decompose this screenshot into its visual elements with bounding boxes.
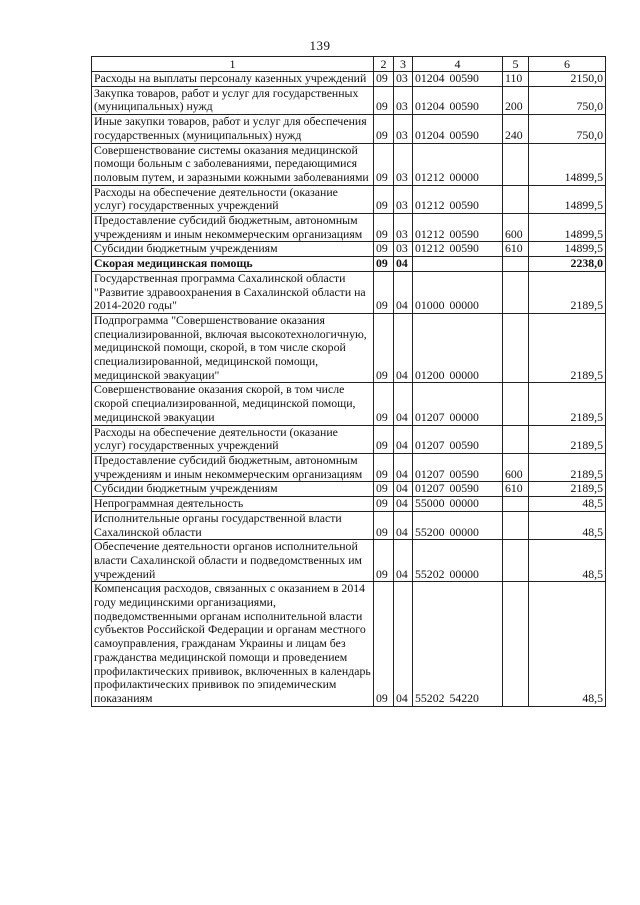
row-section: 09	[374, 86, 394, 114]
table-row	[92, 143, 606, 185]
row-amount: 48,5	[529, 497, 606, 512]
row-section: 09	[374, 185, 394, 213]
row-expense-type: 610	[503, 482, 529, 497]
row-section: 09	[374, 453, 394, 481]
row-expense-type	[503, 497, 529, 512]
row-subsection: 04	[394, 257, 413, 272]
header-cell: 5	[503, 57, 529, 72]
row-name: Компенсация расходов, связанных с оказанием в 2014 году медицинскими организациями, подведомственными органам исполнительной власти субъектов Российской Федерации и органам местного самоуправления, гражданам Украины и лицам без гражданства медицинской помощи и проведением профилактических прививок, включенных в календарь профилактических прививок по эпидемическим показаниям	[92, 582, 374, 706]
row-name: Подпрограмма "Совершенствование оказания специализированной, включая высокотехнологичную, медицинской помощи, скорой, в том числе скорой специализированной, медицинской помощи, медицинской эвакуации"	[92, 313, 374, 383]
row-target-code: 01200 00000	[413, 313, 503, 383]
row-section: 09	[374, 143, 394, 185]
table-row	[92, 497, 606, 512]
row-expense-type	[503, 143, 529, 185]
table-row	[92, 185, 606, 213]
row-target-code: 01207 00590	[413, 453, 503, 481]
row-amount: 750,0	[529, 86, 606, 114]
row-name: Иные закупки товаров, работ и услуг для обеспечения государственных (муниципальных) нужд	[92, 115, 374, 143]
row-subsection: 04	[394, 582, 413, 706]
row-section: 09	[374, 242, 394, 257]
row-expense-type	[503, 425, 529, 453]
row-expense-type: 200	[503, 86, 529, 114]
table-row	[92, 271, 606, 313]
row-amount: 2189,5	[529, 313, 606, 383]
table-row	[92, 540, 606, 582]
row-name: Предоставление субсидий бюджетным, автономным учреждениям и иным некоммерческим организациям	[92, 453, 374, 481]
row-target-code: 55202 54220	[413, 582, 503, 706]
row-name: Субсидии бюджетным учреждениям	[92, 482, 374, 497]
row-name: Субсидии бюджетным учреждениям	[92, 242, 374, 257]
row-section: 09	[374, 115, 394, 143]
row-target-code: 55000 00000	[413, 497, 503, 512]
row-target-code: 55202 00000	[413, 540, 503, 582]
header-cell: 6	[529, 57, 606, 72]
row-amount: 48,5	[529, 582, 606, 706]
row-subsection: 03	[394, 214, 413, 242]
row-name: Расходы на обеспечение деятельности (оказание услуг) государственных учреждений	[92, 185, 374, 213]
row-section: 09	[374, 72, 394, 87]
row-target-code: 01212 00590	[413, 214, 503, 242]
row-name: Расходы на выплаты персоналу казенных учреждений	[92, 72, 374, 87]
row-subsection: 04	[394, 511, 413, 539]
row-name: Закупка товаров, работ и услуг для государственных (муниципальных) нужд	[92, 86, 374, 114]
row-subsection: 03	[394, 185, 413, 213]
row-name: Расходы на обеспечение деятельности (оказание услуг) государственных учреждений	[92, 425, 374, 453]
table-row	[92, 72, 606, 87]
budget-table	[91, 56, 606, 707]
row-section: 09	[374, 271, 394, 313]
row-subsection: 03	[394, 72, 413, 87]
row-name: Совершенствование оказания скорой, в том числе скорой специализированной, медицинской помощи, медицинской эвакуации	[92, 383, 374, 425]
row-subsection: 03	[394, 115, 413, 143]
row-name: Непрограммная деятельность	[92, 497, 374, 512]
row-target-code: 01212 00000	[413, 143, 503, 185]
row-target-code	[413, 257, 503, 272]
row-amount: 14899,5	[529, 214, 606, 242]
table-row	[92, 383, 606, 425]
page-number: 139	[309, 38, 331, 53]
row-subsection: 03	[394, 242, 413, 257]
table-row	[92, 214, 606, 242]
row-subsection: 04	[394, 497, 413, 512]
row-expense-type: 110	[503, 72, 529, 87]
row-subsection: 04	[394, 453, 413, 481]
row-target-code: 01207 00000	[413, 383, 503, 425]
table-row	[92, 115, 606, 143]
row-section: 09	[374, 383, 394, 425]
row-expense-type	[503, 582, 529, 706]
row-amount: 2189,5	[529, 482, 606, 497]
row-subsection: 04	[394, 271, 413, 313]
row-name: Исполнительные органы государственной власти Сахалинской области	[92, 511, 374, 539]
row-amount: 2150,0	[529, 72, 606, 87]
row-amount: 14899,5	[529, 242, 606, 257]
row-expense-type	[503, 257, 529, 272]
table-row	[92, 313, 606, 383]
row-expense-type	[503, 383, 529, 425]
table-row	[92, 242, 606, 257]
row-subsection: 04	[394, 383, 413, 425]
row-amount: 2238,0	[529, 257, 606, 272]
row-subsection: 04	[394, 482, 413, 497]
row-expense-type	[503, 185, 529, 213]
header-cell: 2	[374, 57, 394, 72]
row-amount: 14899,5	[529, 143, 606, 185]
row-expense-type: 610	[503, 242, 529, 257]
row-name: Государственная программа Сахалинской области "Развитие здравоохранения в Сахалинской области на 2014-2020 годы"	[92, 271, 374, 313]
row-expense-type	[503, 511, 529, 539]
row-name: Обеспечение деятельности органов исполнительной власти Сахалинской области и подведомственных им учреждений	[92, 540, 374, 582]
row-name: Скорая медицинская помощь	[92, 257, 374, 272]
row-subsection: 04	[394, 313, 413, 383]
table-row-section-heading	[92, 257, 606, 272]
row-amount: 2189,5	[529, 271, 606, 313]
header-row	[92, 57, 606, 72]
row-section: 09	[374, 540, 394, 582]
row-section: 09	[374, 497, 394, 512]
header-cell: 3	[394, 57, 413, 72]
header-cell: 4	[413, 57, 503, 72]
row-section: 09	[374, 482, 394, 497]
row-expense-type: 600	[503, 214, 529, 242]
row-section: 09	[374, 313, 394, 383]
row-target-code: 01000 00000	[413, 271, 503, 313]
row-name: Предоставление субсидий бюджетным, автономным учреждениям и иным некоммерческим организациям	[92, 214, 374, 242]
table-row	[92, 511, 606, 539]
row-section: 09	[374, 214, 394, 242]
row-amount: 2189,5	[529, 453, 606, 481]
header-cell: 1	[92, 57, 374, 72]
row-amount: 48,5	[529, 511, 606, 539]
row-expense-type	[503, 271, 529, 313]
row-subsection: 04	[394, 425, 413, 453]
row-amount: 2189,5	[529, 425, 606, 453]
row-target-code: 55200 00000	[413, 511, 503, 539]
row-section: 09	[374, 582, 394, 706]
row-expense-type	[503, 540, 529, 582]
row-name: Совершенствование системы оказания медицинской помощи больным с заболеваниями, передающимися половым путем, и заразными кожными заболеваниями	[92, 143, 374, 185]
row-expense-type	[503, 313, 529, 383]
row-subsection: 03	[394, 143, 413, 185]
row-amount: 2189,5	[529, 383, 606, 425]
table-row	[92, 582, 606, 706]
row-target-code: 01212 00590	[413, 242, 503, 257]
row-amount: 48,5	[529, 540, 606, 582]
row-expense-type: 600	[503, 453, 529, 481]
row-subsection: 04	[394, 540, 413, 582]
table-row	[92, 86, 606, 114]
table-row	[92, 482, 606, 497]
row-target-code: 01212 00590	[413, 185, 503, 213]
row-target-code: 01204 00590	[413, 72, 503, 87]
row-target-code: 01204 00590	[413, 115, 503, 143]
table-row	[92, 425, 606, 453]
row-section: 09	[374, 257, 394, 272]
row-expense-type: 240	[503, 115, 529, 143]
row-target-code: 01204 00590	[413, 86, 503, 114]
row-section: 09	[374, 425, 394, 453]
row-amount: 750,0	[529, 115, 606, 143]
table-row	[92, 453, 606, 481]
row-target-code: 01207 00590	[413, 425, 503, 453]
row-subsection: 03	[394, 86, 413, 114]
row-target-code: 01207 00590	[413, 482, 503, 497]
row-section: 09	[374, 511, 394, 539]
row-amount: 14899,5	[529, 185, 606, 213]
